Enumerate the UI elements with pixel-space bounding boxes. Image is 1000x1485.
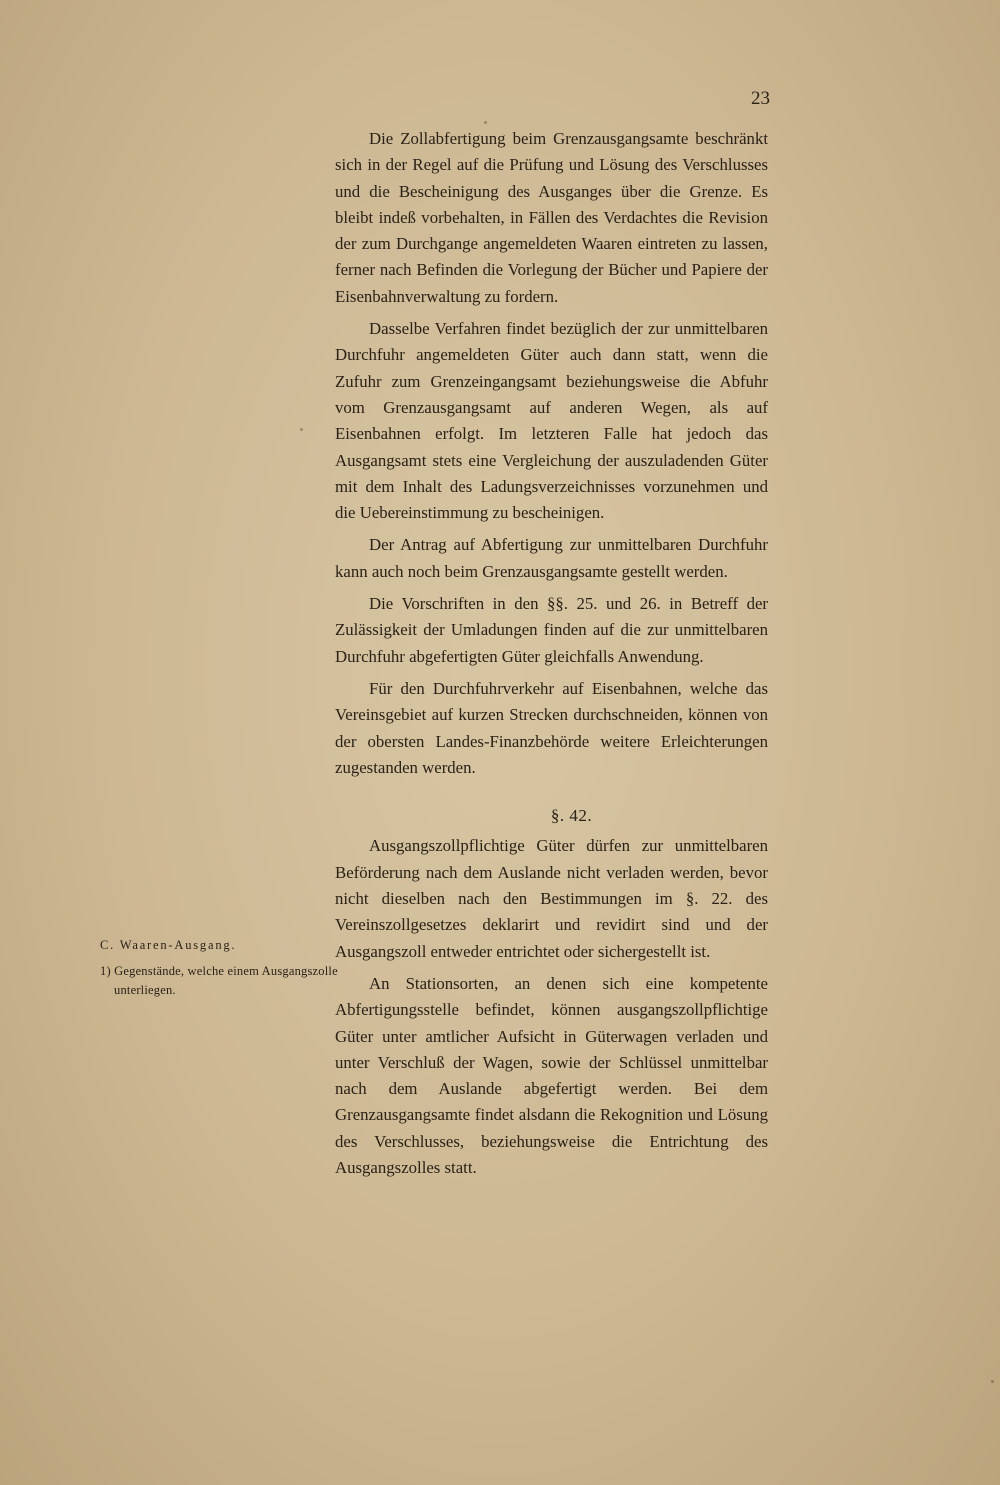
paper-speck [300,428,303,431]
paragraph-5: Für den Durchfuhrverkehr auf Eisenbahnen, welche das Vereinsgebiet auf kurzen Strecken durchschneiden, können von der obersten Landes-Finanzbehörde weitere Erleichterungen zugestanden werden. [335,678,768,777]
paragraph-2: Dasselbe Verfahren findet bezüglich der zur unmittelbaren Durchfuhr angemeldeten Güter auch dann statt, wenn die Zufuhr zum Grenzeingangsamt beziehungsweise die Abfuhr vom Grenzausgangsamt auf anderen Wegen, als auf Eisenbahnen erfolgt. Im letzteren Falle hat jedoch das Ausgangsamt stets eine Vergleichung der auszuladenden Güter mit dem Inhalt des Ladungsverzeichnisses vorzunehmen und die Uebereinstimmung zu bescheinigen. [335,319,768,523]
paper-speck [640,572,643,575]
paper-speck [991,1380,994,1383]
margin-note-item: 1) Gegenstände, welche einem Ausgangszolle unterliegen. [100,964,338,997]
page-number: 23 [751,88,770,109]
main-text-column [335,126,768,1187]
paragraph-4: Die Vorschriften in den §§. 25. und 26. in Betreff der Zulässigkeit der Umladungen finden auf die zur unmittelbaren Durchfuhr abgefertigten Güter gleichfalls Anwendung. [335,594,768,666]
margin-note-heading: C. Waaren-Ausgang. [100,938,237,952]
section-paragraph-1: Ausgangszollpflichtige Güter dürfen zur unmittelbaren Beförderung nach dem Auslande nicht verladen werden, bevor nicht dieselben nach den Bestimmungen im §. 22. des Vereinszollgesetzes deklarirt und revidirt sind und der Ausgangszoll entweder entrichtet oder sichergestellt ist. [335,836,768,961]
paper-speck [484,121,487,124]
paragraph-1: Die Zollabfertigung beim Grenzausgangsamte beschränkt sich in der Regel auf die Prüfung und Lösung des Verschlusses und die Bescheinigung des Ausganges über die Grenze. Es bleibt indeß vorbehalten, in Fällen des Verdachtes die Revision der zum Durchgange angemeldeten Waaren eintreten zu lassen, ferner nach Befinden die Vorlegung der Bücher und Papiere der Eisenbahnverwaltung zu fordern. [335,129,768,306]
section-heading-42: §. 42. [550,806,593,826]
section-paragraph-2: An Stationsorten, an denen sich eine kompetente Abfertigungsstelle befindet, können ausgangszollpflichtige Güter unter amtlicher Aufsicht in Güterwagen verladen und unter Verschluß der Wagen, sowie der Schlüssel unmittelbar nach dem Auslande abgefertigt werden. Bei dem Grenzausgangsamte findet alsdann die Rekognition und Lösung des Verschlusses, beziehungsweise die Entrichtung des Ausgangszolles statt. [335,973,768,1177]
paragraph-3: Der Antrag auf Abfertigung zur unmittelbaren Durchfuhr kann auch noch beim Grenzausgangsamte gestellt werden. [335,535,768,581]
